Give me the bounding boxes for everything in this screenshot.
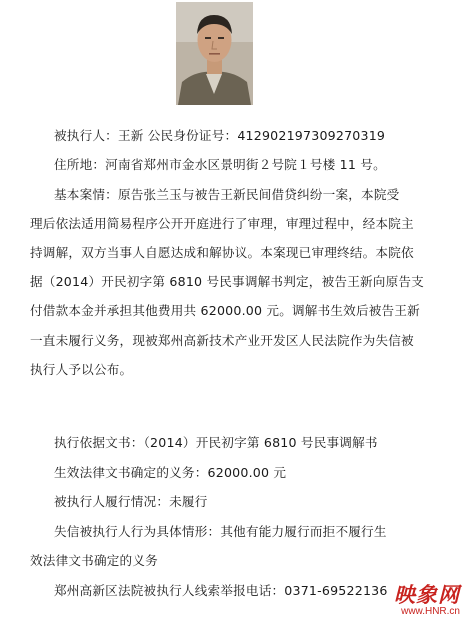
case-summary-line-5: 付借款本金并承担其他费用共 62000.00 元。调解书生效后被告王新	[30, 303, 420, 318]
watermark-logo: 映象网	[394, 582, 460, 607]
case-summary-line-2: 理后依法适用简易程序公开开庭进行了审理，审理过程中，经本院主	[30, 216, 414, 231]
site-watermark	[394, 584, 460, 618]
defendant-photo	[176, 2, 253, 105]
obligation-line: 生效法律文书确定的义务：62000.00 元	[54, 465, 287, 480]
defendant-info-line: 被执行人：王新 公民身份证号：412902197309270319	[54, 128, 386, 143]
portrait-image	[176, 2, 253, 105]
case-summary-line-6: 一直未履行义务，现被郑州高新技术产业开发区人民法院作为失信被	[30, 333, 414, 348]
case-summary-line-3: 持调解，双方当事人自愿达成和解协议。本案现已审理终结。本院依	[30, 245, 414, 260]
performance-status-line: 被执行人履行情况：未履行	[54, 494, 208, 509]
report-hotline-line: 郑州高新区法院被执行人线索举报电话：0371-69522136	[54, 583, 388, 598]
dishonest-behavior-line-2: 效法律文书确定的义务	[30, 553, 158, 568]
case-summary-line-7: 执行人予以公布。	[30, 362, 133, 377]
case-summary-line-1: 基本案情：原告张兰玉与被告王新民间借贷纠纷一案，本院受	[54, 187, 400, 202]
address-line: 住所地：河南省郑州市金水区景明街２号院１号楼 11 号。	[54, 157, 386, 172]
case-summary-line-4: 据（2014）开民初字第 6810 号民事调解书判定，被告王新向原告支	[30, 274, 424, 289]
enforcement-basis-line: 执行依据文书：（2014）开民初字第 6810 号民事调解书	[54, 435, 378, 450]
dishonest-behavior-line-1: 失信被执行人行为具体情形：其他有能力履行而拒不履行生	[54, 524, 387, 539]
watermark-url: www.HNR.cn	[401, 606, 460, 617]
